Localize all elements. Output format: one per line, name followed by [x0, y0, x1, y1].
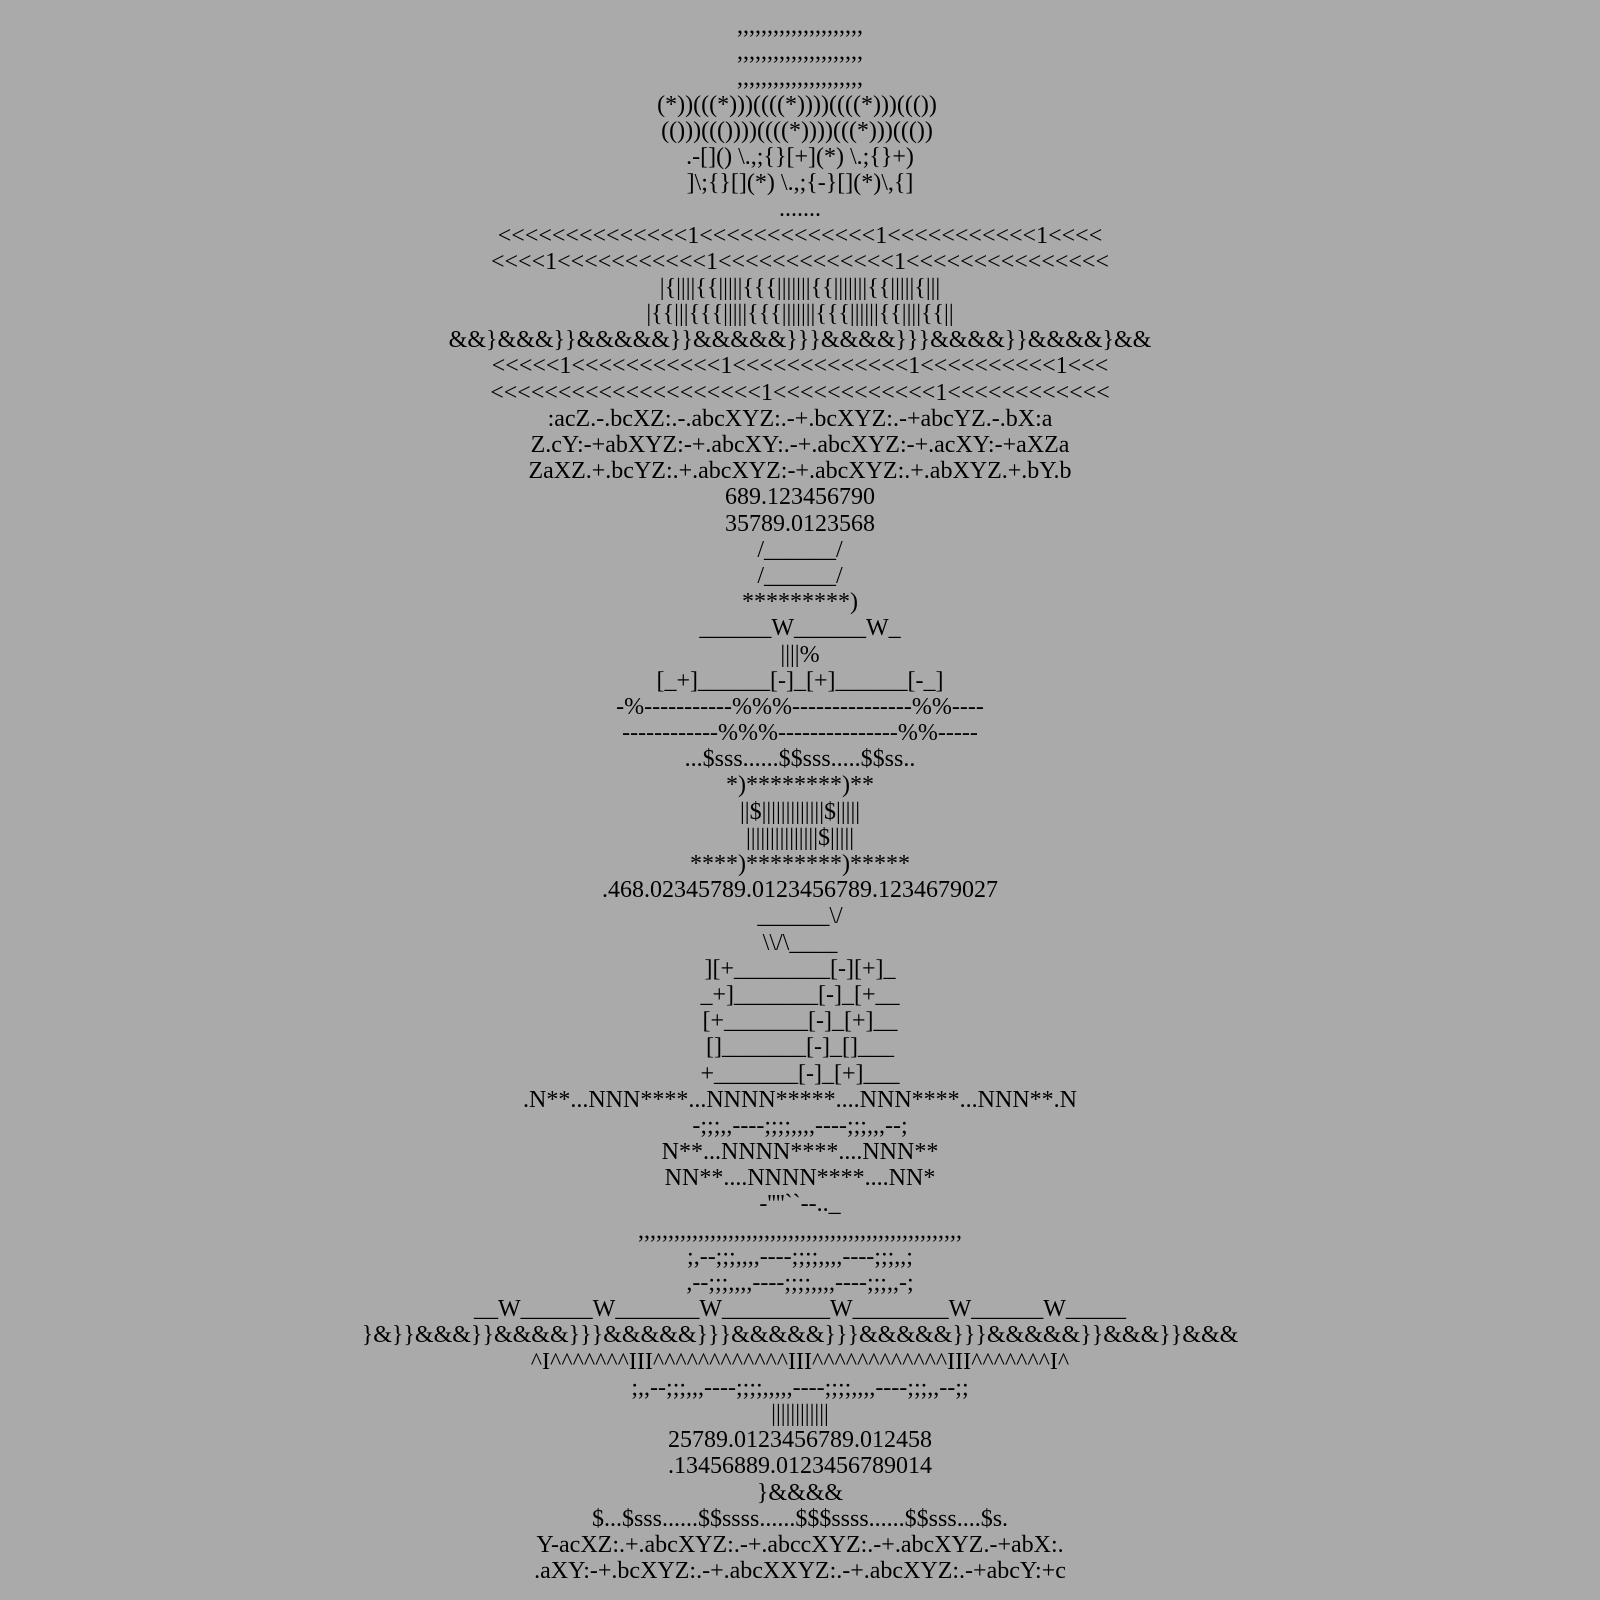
- ascii-art-line: ...$sss......$$sss.....$$ss..: [684, 746, 916, 773]
- ascii-art-line: :acZ.-.bcXZ:.-.abcXYZ:.-+.bcXYZ:.-+abcYZ.-.bX:a: [547, 405, 1053, 432]
- ascii-art-line: }&&&&: [756, 1479, 844, 1506]
- ascii-art-line: -%-----------%%%---------------%%----: [616, 693, 984, 720]
- ascii-art-line: ****)********)*****: [690, 851, 910, 877]
- ascii-art-line: __W______W_______W_________W________W______W_____: [474, 1296, 1126, 1323]
- ascii-art-line: *********): [742, 589, 858, 616]
- ascii-art-line: (()))((())))((((*))))(((*)))((()): [661, 117, 939, 144]
- ascii-art-line: [_+]______[-]_[+]______[-_]: [656, 667, 944, 694]
- ascii-art-figure: [0, 13, 1600, 1584]
- ascii-art-line: ZaXZ.+.bcYZ:.+.abcXYZ:-+.abcXYZ:.+.abXYZ.+.bY.b: [528, 458, 1072, 485]
- ascii-art-line: N**...NNNN****....NNN**: [661, 1139, 939, 1166]
- ascii-art-line: ,,,,,,,,,,,,,,,,,,,,,: [737, 13, 863, 39]
- ascii-art-line: ||||||||||||: [771, 1400, 829, 1427]
- ascii-art-line: ------------%%%---------------%%-----: [622, 720, 978, 747]
- ascii-art-line: ,,,,,,,,,,,,,,,,,,,,,,,,,,,,,,,,,,,,,,,,,,,,,,,,,,,,,,: [638, 1217, 962, 1244]
- ascii-art-line: *)********)**: [726, 772, 874, 799]
- ascii-art-line: <<<<<1<<<<<<<<<<<1<<<<<<<<<<<<<1<<<<<<<<<<1<<<: [491, 353, 1109, 380]
- ascii-art-line: .......: [779, 196, 821, 223]
- ascii-art-line: [+_______[-]_[+]__: [702, 1008, 898, 1035]
- ascii-art-line: |{{|||{{{|||||{{{|||||||{{{||||||{{||||{{||: [646, 301, 954, 328]
- ascii-art-line: -''''``--.._: [759, 1191, 841, 1218]
- ascii-art-line: ______W______W_: [699, 615, 901, 642]
- ascii-art-line: <<<<1<<<<<<<<<<<1<<<<<<<<<<<<<1<<<<<<<<<<<<<<<: [490, 248, 1109, 275]
- ascii-art-line: Y-acXZ:.+.abcXYZ:.-+.abccXYZ:.-+.abcXYZ.-+abX:.: [536, 1531, 1064, 1558]
- ascii-art-line: -;;;,,----;;;;,,,,----;;;,,,--;: [692, 1112, 908, 1139]
- ascii-art-line: ;,--;;;,,,,----;;;;,,,,----;;;,,;: [687, 1243, 913, 1270]
- ascii-art-line: .N**...NNN****...NNNN*****....NNN****...NNN**.N: [523, 1086, 1077, 1113]
- ascii-art-line: .aXY:-+.bcXYZ:.-+.abcXXYZ:.-+.abcXYZ:.-+abcY:+c: [534, 1558, 1066, 1585]
- ascii-art-line: ]\;{}[](*) \.,;{-}[](*)\,{]: [686, 170, 914, 197]
- ascii-art-line: ;,,--;;;,,,----;;;;,,,,,----;;;;,,,,----;;;,,--;;: [631, 1374, 969, 1401]
- ascii-art-line: ______\/: [757, 903, 843, 930]
- ascii-art-line: NN**....NNNN****....NN*: [664, 1165, 936, 1192]
- ascii-art-line: 35789.0123568: [725, 510, 875, 537]
- ascii-art-line: ][+________[-][+]_: [704, 955, 896, 982]
- ascii-art-line: }&}}&&&}}&&&&}}}&&&&&}}}&&&&&}}}&&&&&}}}&&&&&}}&&&}}&&&: [361, 1322, 1239, 1349]
- ascii-art-line: $...$sss......$$ssss......$$$ssss......$$sss....$s.: [591, 1505, 1009, 1532]
- ascii-art-line: _+]_______[-]_[+__: [700, 981, 900, 1008]
- ascii-art-line: []_______[-]_[]___: [706, 1034, 894, 1061]
- ascii-art-line: ^I^^^^^^^III^^^^^^^^^^^^III^^^^^^^^^^^^III^^^^^^^I^: [530, 1348, 1070, 1375]
- ascii-art-line: +_______[-]_[+]___: [700, 1060, 900, 1087]
- ascii-art-line: /______/: [757, 536, 843, 563]
- ascii-art-line: /______/: [757, 562, 843, 589]
- ascii-art-line: &&}&&&}}&&&&&}}&&&&&}}}&&&&}}}&&&&}}&&&&}&&: [448, 327, 1152, 354]
- ascii-art-line: \\/\____: [762, 929, 838, 956]
- ascii-art-line: .13456889.0123456789014: [668, 1453, 932, 1480]
- ascii-art-line: |{||||{{|||||{{{|||||||{{|||||||{{|||||{|||: [659, 274, 941, 301]
- ascii-art-line: 689.123456790: [725, 484, 875, 511]
- ascii-art-line: ,,,,,,,,,,,,,,,,,,,,,: [737, 65, 863, 92]
- ascii-art-line: ||$|||||||||||||$|||||: [739, 798, 861, 825]
- ascii-art-line: Z.cY:-+abXYZ:-+.abcXY:.-+.abcXYZ:-+.acXY:-+aXZa: [530, 432, 1070, 458]
- ascii-art-line: <<<<<<<<<<<<<<<<<<<<1<<<<<<<<<<<<1<<<<<<<<<<<<: [490, 379, 1110, 406]
- ascii-art-line: |||||||||||||||$|||||: [745, 824, 855, 851]
- ascii-art-line: ,--;;;,,,,----;;;;,,,,----;;;,,-;: [686, 1270, 914, 1296]
- ascii-art-line: .468.02345789.0123456789.1234679027: [602, 877, 998, 904]
- ascii-art-line: ||||%: [780, 641, 820, 668]
- ascii-art-line: 25789.0123456789.012458: [668, 1427, 932, 1454]
- ascii-art-line: .-[]() \.,;{}[+](*) \.;{}+): [686, 143, 914, 170]
- ascii-art-line: ,,,,,,,,,,,,,,,,,,,,,: [737, 39, 863, 66]
- ascii-art-line: <<<<<<<<<<<<<<1<<<<<<<<<<<<<1<<<<<<<<<<<1<<<<: [497, 222, 1103, 249]
- ascii-art-line: (*))(((*)))((((*))))((((*)))((()): [657, 91, 943, 118]
